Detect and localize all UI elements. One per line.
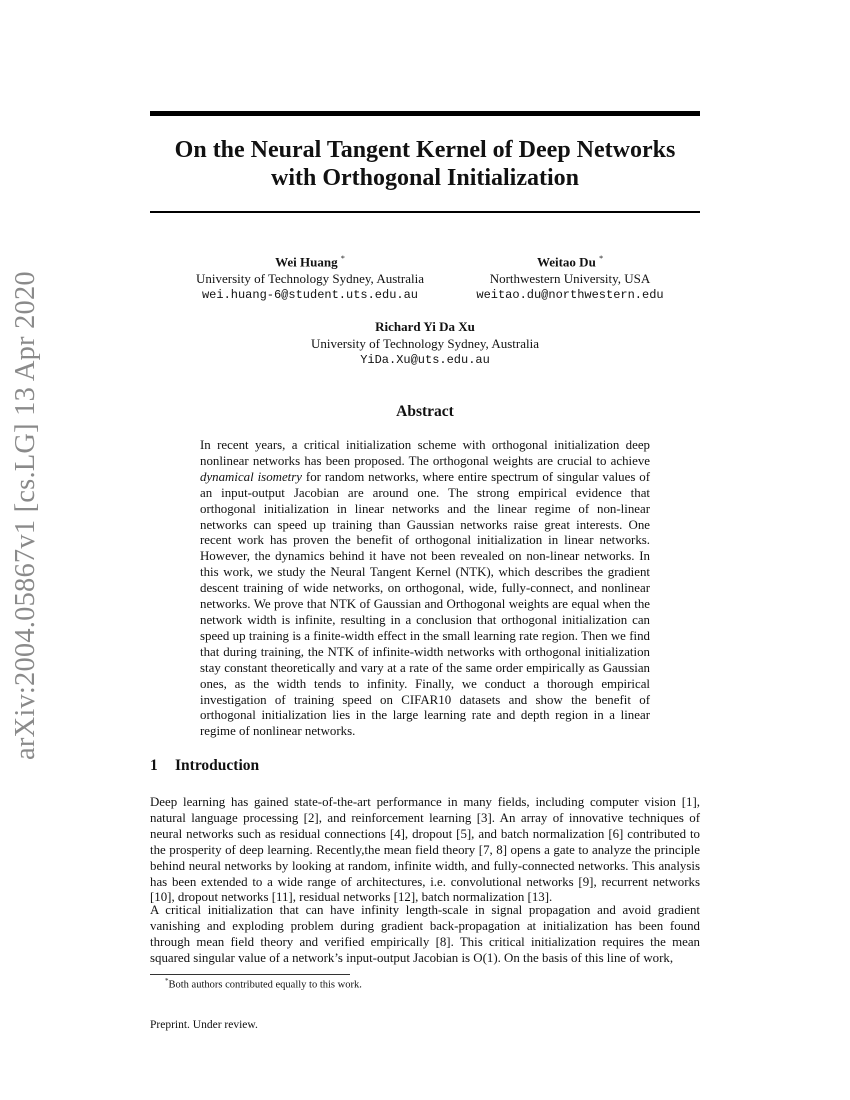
author-name: Weitao Du bbox=[536, 254, 596, 270]
author-affiliation: University of Technology Sydney, Australia bbox=[310, 336, 539, 351]
abstract-body bbox=[200, 438, 650, 740]
abstract-text: for random networks, where entire spectrum of singular values of an input-output Jacobian are around one. The strong empirical evidence that orthogonal initialization in linear networks and the linear regime of non-linear networks can speed up training than Gaussian networks raise great interests. One recent work has proven the benefit of orthogonal initialization in linear networks. However, the dynamics behind it have not been revealed on non-linear networks. In this work, we study the Neural Tangent Kernel (NTK), which describes the gradient descent training of wide networks, on orthogonal, wide, fully-connect, and nonlinear networks. We prove that NTK of Gaussian and Orthogonal weights are equal when the network width is infinite, resulting in a conclusion that orthogonal initialization can speed up training is a finite-width effect in the small learning rate region. Then we find that during training, the NTK of infinite-width networks with orthogonal initialization stay constant theoretically and vary at a rate of the same order empirically as Gaussian ones, as the width tends to infinity. Finally, we conduct a thorough empirical investigation of training speed on CIFAR10 datasets and show the benefit of orthogonal initialization lies in the large learning rate and depth region in a linear regime of nonlinear networks. bbox=[200, 469, 650, 739]
author-affiliation: University of Technology Sydney, Australia bbox=[195, 271, 424, 287]
author-block bbox=[170, 250, 450, 304]
author-block bbox=[440, 250, 700, 304]
author-affiliation: Northwestern University, USA bbox=[489, 271, 651, 287]
author-mark: * bbox=[599, 254, 604, 263]
author-name: Wei Huang bbox=[275, 254, 338, 270]
author-email[interactable]: YiDa.Xu@uts.edu.au bbox=[360, 353, 490, 367]
intro-paragraph: Deep learning has gained state-of-the-art performance in many fields, including computer vision [1], natural language processing [2], and reinforcement learning [3]. An array of innovative techniques of neural networks such as residual connections [4], dropout [5], and batch normalization [6] contributed to the prosperity of deep learning. Recently,the mean field theory [7, 8] opens a gate to analyze the principle behind neural networks by looking at random, infinite width, and fully-connected networks. This analysis has been extended to a wide range of architectures, i.e. convolutional networks [9], recurrent networks [10], dropout networks [11], residual networks [12], batch normalization [13]. bbox=[150, 795, 700, 905]
arxiv-stamp: arXiv:2004.05867v1 [cs.LG] 13 Apr 2020 bbox=[10, 271, 41, 760]
preprint-note: Preprint. Under review. bbox=[150, 1019, 258, 1031]
author-name: Richard Yi Da Xu bbox=[375, 319, 475, 334]
section-title: Introduction bbox=[175, 757, 260, 774]
author-mark: * bbox=[340, 254, 345, 263]
title-rule-bottom bbox=[150, 211, 700, 213]
footnote-rule bbox=[150, 974, 350, 975]
title-rule-top bbox=[150, 111, 700, 116]
author-email[interactable]: weitao.du@northwestern.edu bbox=[476, 288, 664, 303]
abstract-italic-term: dynamical isometry bbox=[200, 469, 302, 484]
footnote-text: Both authors contributed equally to this work. bbox=[168, 979, 362, 991]
author-email[interactable]: wei.huang-6@student.uts.edu.au bbox=[201, 288, 419, 303]
intro-paragraph: A critical initialization that can have infinity length-scale in signal propagation and avoid gradient vanishing and exploding problem during gradient back-propagation at initialization has been found through mean field theory and verified empirically [8]. This critical initialization requires the mean squared singular value of a network’s input-output Jacobian is O(1). On the basis of this line of work, bbox=[150, 903, 700, 965]
paper-title: On the Neural Tangent Kernel of Deep Networks with Orthogonal Initialization bbox=[174, 137, 676, 191]
footnote-mark: * bbox=[165, 977, 169, 985]
section-heading bbox=[150, 757, 259, 775]
author-block bbox=[250, 318, 600, 369]
abstract-heading: Abstract bbox=[396, 403, 454, 420]
section-number: 1 bbox=[150, 757, 158, 774]
abstract-text: In recent years, a critical initialization scheme with orthogonal initialization deep nonlinear networks has been proposed. The orthogonal weights are crucial to achieve bbox=[200, 438, 650, 468]
footnote bbox=[165, 977, 362, 991]
